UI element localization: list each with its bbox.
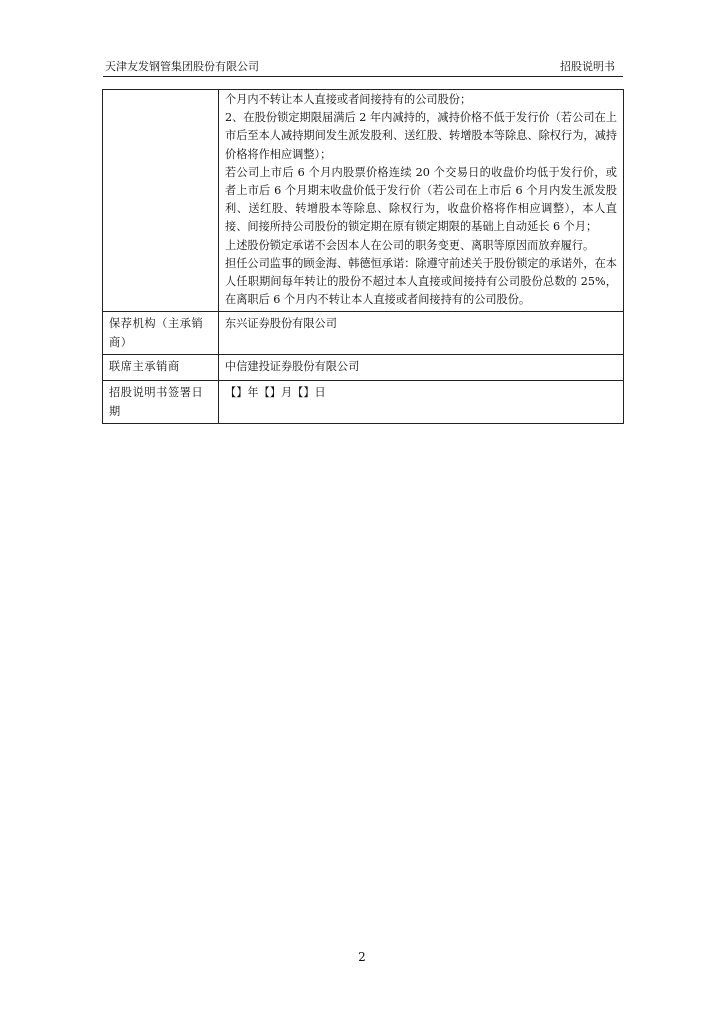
commitment-paragraph: 若公司上市后 6 个月内股票价格连续 20 个交易日的收盘价均低于发行价，或者上市后 6 个月期末收盘价低于发行价（若公司在上市后 6 个月内发生派发股利、送红股、转增股本等除息、除权行为，收盘价格将作相应调整），本人直接、间接所持公司股份的锁定期在原有锁定期限的基础上自动延长 6 个月； <box>225 165 617 234</box>
header-company-name: 天津友发钢管集团股份有限公司 <box>105 60 259 73</box>
table-row-sign-date <box>103 381 624 424</box>
table-row-co-underwriter <box>103 355 624 381</box>
page-header <box>103 56 623 77</box>
sponsor-label: 保荐机构（主承销商） <box>103 312 219 355</box>
offering-info-table <box>102 89 624 424</box>
commitment-paragraph: 上述股份锁定承诺不会因本人在公司的职务变更、离职等原因而放弃履行。 <box>225 238 595 252</box>
co-underwriter-label: 联席主承销商 <box>103 355 219 381</box>
lockup-commitment-cell <box>219 90 624 312</box>
commitment-paragraph: 2、在股份锁定期限届满后 2 年内减持的，减持价格不低于发行价（若公司在上市后至本人减持期间发生派发股利、送红股、转增股本等除息、除权行为，减持价格将作相应调整）； <box>225 111 617 161</box>
sign-date-value: 【】年【】月【】日 <box>219 381 624 424</box>
commitment-paragraph: 担任公司监事的顾金海、韩德恒承诺：除遵守前述关于股份锁定的承诺外，在本人任职期间每年转让的股份不超过本人直接或间接持有公司股份总数的 25%，在离职后 6 个月内不转让本人直接或者间接持有的公司股份。 <box>225 256 617 307</box>
commitment-paragraph: 个月内不转让本人直接或者间接持有的公司股份； <box>225 93 472 106</box>
table-row-lockup-commitment <box>103 90 624 312</box>
co-underwriter-value: 中信建投证券股份有限公司 <box>219 355 624 381</box>
sign-date-label: 招股说明书签署日期 <box>103 381 219 424</box>
lockup-label-cell <box>103 90 219 312</box>
table-row-sponsor <box>103 312 624 355</box>
sponsor-value: 东兴证券股份有限公司 <box>219 312 624 355</box>
page-number: 2 <box>358 950 366 964</box>
header-document-type: 招股说明书 <box>560 60 615 73</box>
